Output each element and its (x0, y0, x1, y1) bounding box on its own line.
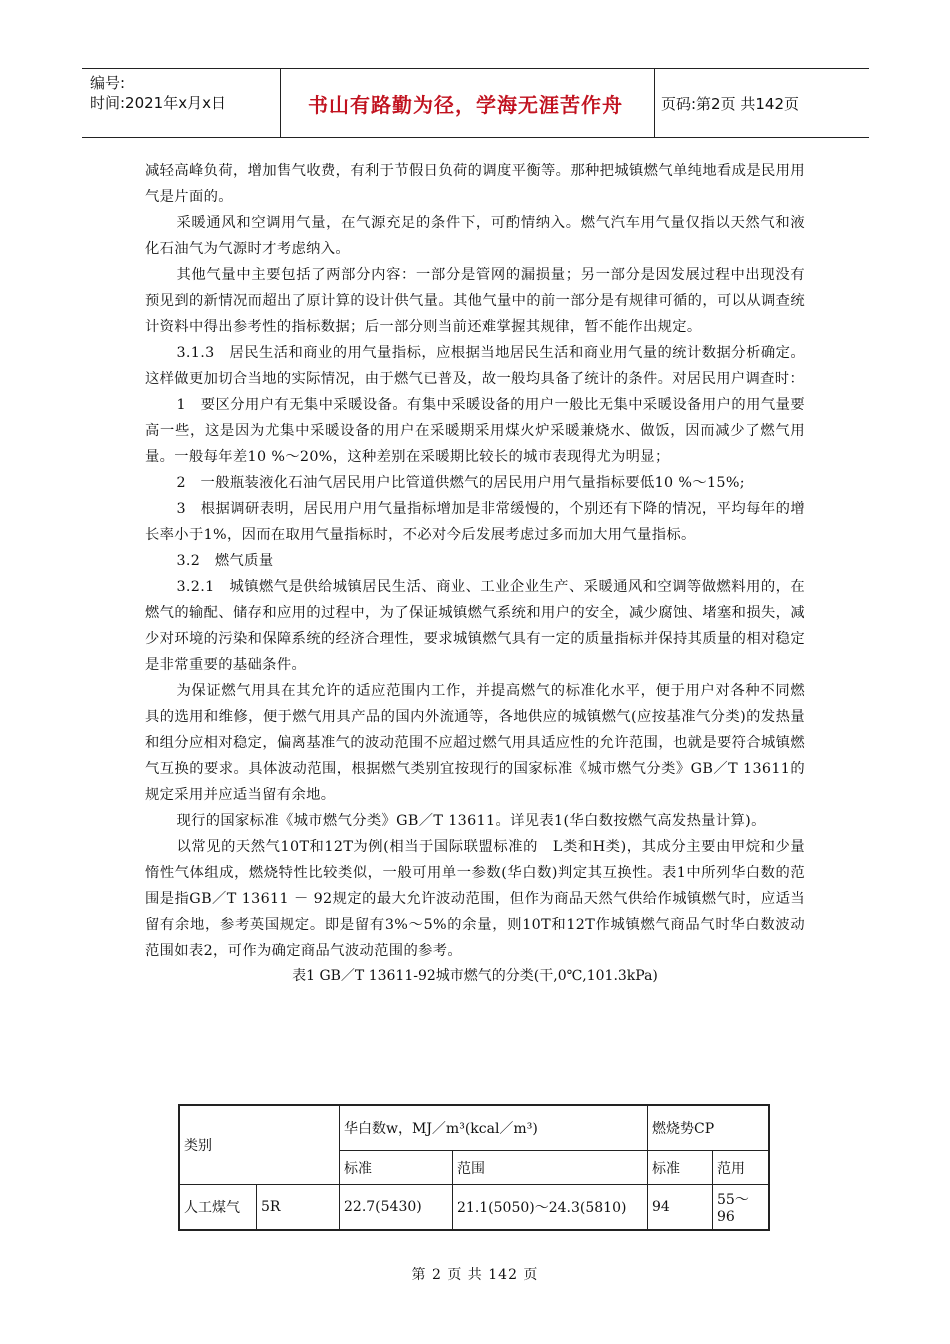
cell-cp-range: 55～96 (713, 1185, 770, 1231)
table-row (179, 1185, 769, 1231)
paragraph: 以常见的天然气10T和12T为例(相当于国际联盟标准的 L类和H类)，其成分主要由甲烷和少量惰性气体组成，燃烧特性比较类似，一般可用单一参数(华白数)判定其互换性。表1中所列华白数的范围是指GB／T 13611 － 92规定的最大允许波动范围，但作为商品天然气供给作城镇燃气时，应适当留有余地，参考英国规定。即是留有3%～5%的余量，则10T和12T作城镇燃气商品气时华白数波动范围如表2，可作为确定商品气波动范围的参考。 (145, 839, 805, 959)
subheader-range: 范围 (453, 1151, 648, 1185)
paragraph: 现行的国家标准《城市燃气分类》GB／T 13611。详见表1(华白数按燃气高发热量计算)。 (176, 813, 766, 829)
paragraph: 采暖通风和空调用气量，在气源充足的条件下，可酌情纳入。燃气汽车用气量仅指以天然气和液化石油气为气源时才考虑纳入。 (145, 215, 805, 257)
paragraph: 2 一般瓶装液化石油气居民用户比管道供燃气的居民用户用气量指标要低10 %～15%; (176, 475, 745, 491)
cell-w-std: 22.7(5430) (340, 1185, 453, 1231)
cell-cp-std: 94 (648, 1185, 713, 1231)
document-body (145, 158, 805, 988)
subheader-standard: 标准 (648, 1151, 713, 1185)
header-meta (90, 73, 270, 113)
header-wobbe: 华白数w，MJ／m³(kcal／m³) (340, 1105, 648, 1151)
header-category: 类别 (179, 1105, 340, 1185)
paragraph: 1 要区分用户有无集中采暖设备。有集中采暖设备的用户一般比无集中采暖设备用户的用气量要高一些，这是因为尤集中采暖设备的用户在采暖期采用煤火炉采暖兼烧水、做饭，因而减少了燃气用量。一般每年差10 %～20%，这种差别在采暖期比较长的城市表现得尤为明显； (145, 397, 805, 465)
paragraph: 3.2.1 城镇燃气是供给城镇居民生活、商业、工业企业生产、采暖通风和空调等做燃料用的，在燃气的输配、储存和应用的过程中，为了保证城镇燃气系统和用户的安全，减少腐蚀、堵塞和损失，减少对环境的污染和保障系统的经济合理性，要求城镇燃气具有一定的质量指标并保持其质量的相对稳定是非常重要的基础条件。 (145, 579, 805, 673)
page-header (82, 68, 869, 138)
paragraph: 为保证燃气用具在其允许的适应范围内工作，并提高燃气的标准化水平，便于用户对各种不同燃具的选用和维修，便于燃气用具产品的国内外流通等，各地供应的城镇燃气(应按基准气分类)的发热量和组分应相对稳定，偏离基准气的波动范围不应超过燃气用具适应性的允许范围，也就是要符合城镇燃气互换的要求。具体波动范围，根据燃气类别宜按现行的国家标准《城市燃气分类》GB／T 13611的规定采用并应适当留有余地。 (145, 683, 805, 803)
paragraph: 3 根据调研表明，居民用户用气量指标增加是非常缓慢的，个别还有下降的情况，平均每年的增长率小于1%，因而在取用气量指标时，不必对今后发展考虑过多而加大用气量指标。 (145, 501, 805, 543)
header-divider (280, 69, 281, 137)
gas-classification-table (178, 1104, 770, 1231)
paragraph: 其他气量中主要包括了两部分内容：一部分是管网的漏损量；另一部分是因发展过程中出现没有预见到的新情况而超出了原计算的设计供气量。其他气量中的前一部分是有规律可循的，可以从调查统计资料中得出参考性的指标数据；后一部分则当前还难掌握其规律，暂不能作出规定。 (145, 267, 805, 335)
cell-code: 5R (257, 1185, 340, 1231)
cell-category: 人工煤气 (179, 1185, 257, 1231)
subheader-range: 范用 (713, 1151, 770, 1185)
code-label: 编号: (90, 74, 126, 92)
header-cp: 燃烧势CP (648, 1105, 770, 1151)
paragraph: 减轻高峰负荷，增加售气收费，有利于节假日负荷的调度平衡等。那种把城镇燃气单纯地看成是民用用气是片面的。 (145, 163, 805, 205)
time-label: 时间:2021年x月x日 (90, 94, 226, 112)
paragraph: 3.1.3 居民生活和商业的用气量指标，应根据当地居民生活和商业用气量的统计数据分析确定。这样做更加切合当地的实际情况，由于燃气已普及，故一般均具备了统计的条件。对居民用户调查时： (145, 345, 805, 387)
cell-w-range: 21.1(5050)～24.3(5810) (453, 1185, 648, 1231)
header-divider (654, 69, 655, 137)
page-footer: 第 2 页 共 142 页 (411, 1267, 539, 1283)
subheader-standard: 标准 (340, 1151, 453, 1185)
section-heading: 3.2 燃气质量 (176, 553, 274, 569)
table-caption: 表1 GB／T 13611-92城市燃气的分类(干,0℃,101.3kPa) (292, 968, 658, 984)
header-page-info: 页码:第2页 共142页 (661, 94, 799, 113)
header-motto: 书山有路勤为径，学海无涯苦作舟 (308, 92, 623, 117)
